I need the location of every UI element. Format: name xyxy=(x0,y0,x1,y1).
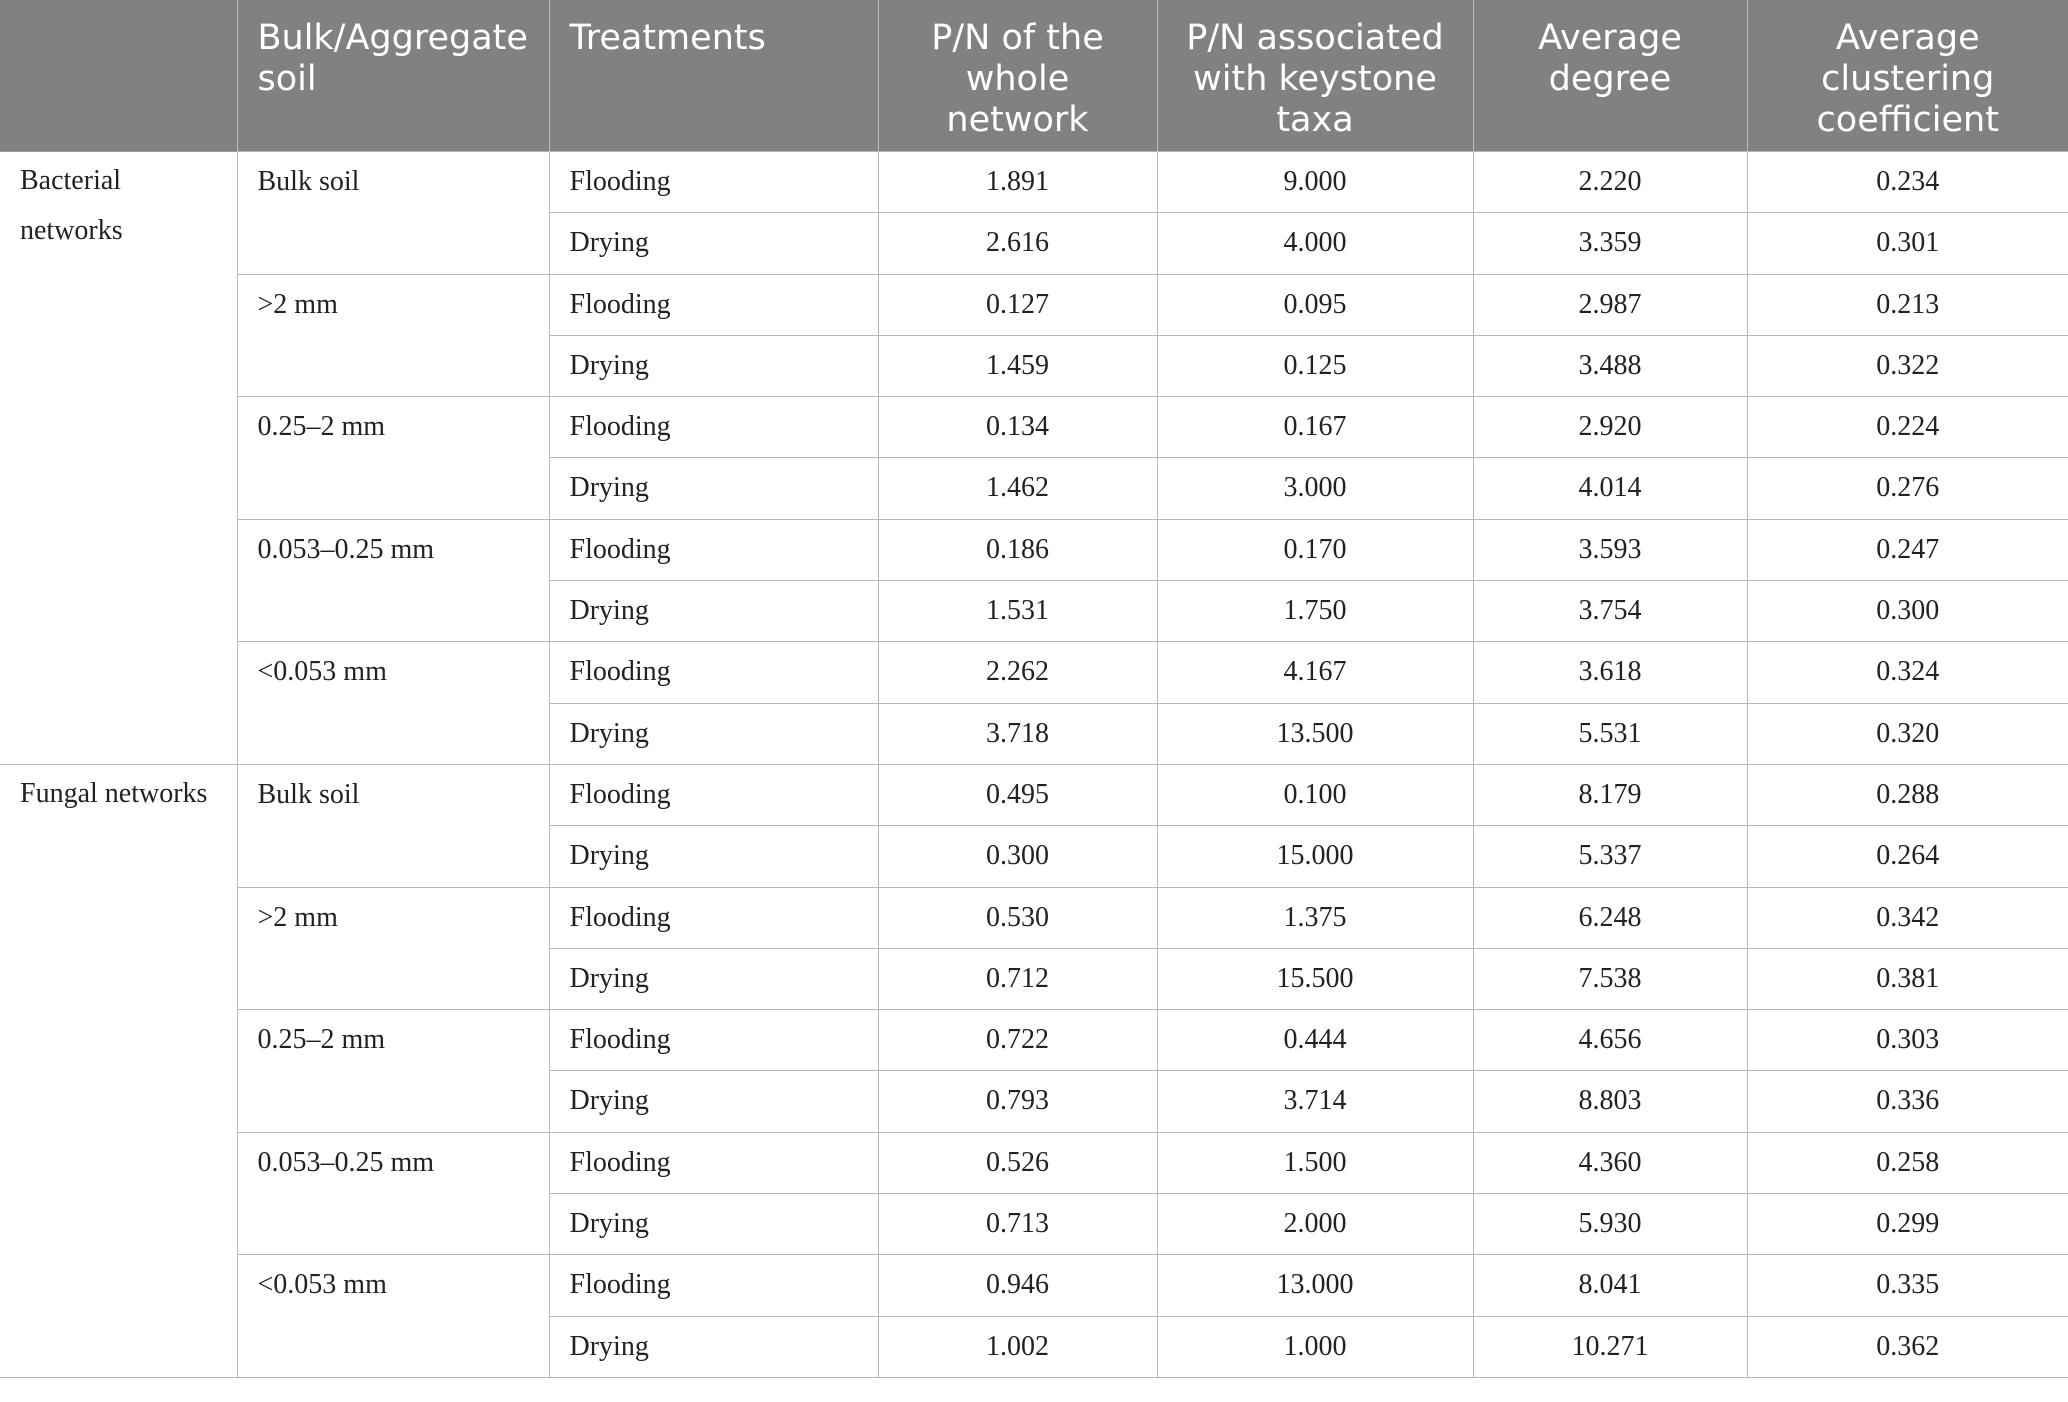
treatment-cell: Flooding xyxy=(549,642,878,703)
average-degree-cell: 6.248 xyxy=(1473,887,1747,948)
pn-keystone-taxa-cell: 13.500 xyxy=(1157,703,1473,764)
treatment-cell: Flooding xyxy=(549,1255,878,1316)
pn-keystone-taxa-cell: 1.750 xyxy=(1157,581,1473,642)
table-row xyxy=(0,1255,2068,1316)
soil-fraction-label: >2 mm xyxy=(237,887,549,1010)
pn-keystone-taxa-cell: 3.714 xyxy=(1157,1071,1473,1132)
pn-keystone-taxa-cell: 1.000 xyxy=(1157,1316,1473,1377)
average-degree-cell: 8.041 xyxy=(1473,1255,1747,1316)
average-clustering-coefficient-cell: 0.213 xyxy=(1747,274,2068,335)
average-clustering-coefficient-cell: 0.276 xyxy=(1747,458,2068,519)
treatment-cell: Drying xyxy=(549,826,878,887)
treatment-cell: Drying xyxy=(549,458,878,519)
pn-whole-network-cell: 0.134 xyxy=(878,397,1157,458)
pn-whole-network-cell: 2.262 xyxy=(878,642,1157,703)
average-clustering-coefficient-cell: 0.300 xyxy=(1747,581,2068,642)
average-degree-cell: 3.593 xyxy=(1473,519,1747,580)
table-row xyxy=(0,642,2068,703)
average-degree-cell: 2.220 xyxy=(1473,152,1747,213)
treatment-cell: Drying xyxy=(549,1194,878,1255)
pn-keystone-taxa-cell: 9.000 xyxy=(1157,152,1473,213)
soil-fraction-label: 0.25–2 mm xyxy=(237,397,549,520)
pn-keystone-taxa-cell: 0.167 xyxy=(1157,397,1473,458)
treatment-cell: Flooding xyxy=(549,1132,878,1193)
pn-keystone-taxa-cell: 4.000 xyxy=(1157,213,1473,274)
pn-whole-network-cell: 0.495 xyxy=(878,764,1157,825)
treatment-cell: Drying xyxy=(549,213,878,274)
header-pn-whole-network: P/N of the whole network xyxy=(878,0,1157,152)
pn-keystone-taxa-cell: 3.000 xyxy=(1157,458,1473,519)
pn-whole-network-cell: 1.002 xyxy=(878,1316,1157,1377)
average-degree-cell: 10.271 xyxy=(1473,1316,1747,1377)
average-degree-cell: 8.179 xyxy=(1473,764,1747,825)
pn-whole-network-cell: 0.300 xyxy=(878,826,1157,887)
treatment-cell: Drying xyxy=(549,1071,878,1132)
header-group xyxy=(0,0,237,152)
average-degree-cell: 2.920 xyxy=(1473,397,1747,458)
header-pn-keystone-taxa: P/N associated with keystone taxa xyxy=(1157,0,1473,152)
soil-fraction-label: Bulk soil xyxy=(237,152,549,275)
header-average-clustering-coefficient: Average clustering coefficient xyxy=(1747,0,2068,152)
pn-whole-network-cell: 1.459 xyxy=(878,335,1157,396)
pn-keystone-taxa-cell: 0.100 xyxy=(1157,764,1473,825)
pn-whole-network-cell: 0.526 xyxy=(878,1132,1157,1193)
average-degree-cell: 8.803 xyxy=(1473,1071,1747,1132)
pn-whole-network-cell: 2.616 xyxy=(878,213,1157,274)
soil-fraction-label: <0.053 mm xyxy=(237,1255,549,1378)
pn-whole-network-cell: 0.946 xyxy=(878,1255,1157,1316)
average-clustering-coefficient-cell: 0.224 xyxy=(1747,397,2068,458)
pn-keystone-taxa-cell: 15.000 xyxy=(1157,826,1473,887)
average-clustering-coefficient-cell: 0.303 xyxy=(1747,1010,2068,1071)
pn-whole-network-cell: 0.186 xyxy=(878,519,1157,580)
average-degree-cell: 7.538 xyxy=(1473,948,1747,1009)
average-degree-cell: 4.014 xyxy=(1473,458,1747,519)
pn-keystone-taxa-cell: 13.000 xyxy=(1157,1255,1473,1316)
soil-fraction-label: 0.053–0.25 mm xyxy=(237,519,549,642)
treatment-cell: Flooding xyxy=(549,764,878,825)
soil-fraction-label: 0.25–2 mm xyxy=(237,1010,549,1133)
soil-fraction-label: Bulk soil xyxy=(237,764,549,887)
pn-whole-network-cell: 0.127 xyxy=(878,274,1157,335)
pn-keystone-taxa-cell: 1.500 xyxy=(1157,1132,1473,1193)
average-degree-cell: 3.488 xyxy=(1473,335,1747,396)
soil-fraction-label: <0.053 mm xyxy=(237,642,549,765)
table-row xyxy=(0,274,2068,335)
treatment-cell: Drying xyxy=(549,948,878,1009)
pn-whole-network-cell: 0.722 xyxy=(878,1010,1157,1071)
treatment-cell: Drying xyxy=(549,1316,878,1377)
average-degree-cell: 4.360 xyxy=(1473,1132,1747,1193)
average-clustering-coefficient-cell: 0.381 xyxy=(1747,948,2068,1009)
pn-whole-network-cell: 1.531 xyxy=(878,581,1157,642)
pn-keystone-taxa-cell: 0.444 xyxy=(1157,1010,1473,1071)
pn-keystone-taxa-cell: 1.375 xyxy=(1157,887,1473,948)
average-clustering-coefficient-cell: 0.336 xyxy=(1747,1071,2068,1132)
average-clustering-coefficient-cell: 0.324 xyxy=(1747,642,2068,703)
average-clustering-coefficient-cell: 0.301 xyxy=(1747,213,2068,274)
treatment-cell: Flooding xyxy=(549,887,878,948)
average-clustering-coefficient-cell: 0.299 xyxy=(1747,1194,2068,1255)
treatment-cell: Flooding xyxy=(549,397,878,458)
average-clustering-coefficient-cell: 0.342 xyxy=(1747,887,2068,948)
pn-keystone-taxa-cell: 0.170 xyxy=(1157,519,1473,580)
table-row xyxy=(0,152,2068,213)
table-row xyxy=(0,764,2068,825)
treatment-cell: Flooding xyxy=(549,1010,878,1071)
average-clustering-coefficient-cell: 0.264 xyxy=(1747,826,2068,887)
table-row xyxy=(0,1132,2068,1193)
treatment-cell: Flooding xyxy=(549,152,878,213)
header-row xyxy=(0,0,2068,152)
network-group-label: Fungal networks xyxy=(0,764,237,1377)
pn-keystone-taxa-cell: 2.000 xyxy=(1157,1194,1473,1255)
table-body xyxy=(0,152,2068,1378)
pn-whole-network-cell: 0.713 xyxy=(878,1194,1157,1255)
average-degree-cell: 5.337 xyxy=(1473,826,1747,887)
table-row xyxy=(0,887,2068,948)
treatment-cell: Drying xyxy=(549,581,878,642)
pn-keystone-taxa-cell: 4.167 xyxy=(1157,642,1473,703)
average-clustering-coefficient-cell: 0.322 xyxy=(1747,335,2068,396)
header-average-degree: Average degree xyxy=(1473,0,1747,152)
pn-keystone-taxa-cell: 0.125 xyxy=(1157,335,1473,396)
average-degree-cell: 3.618 xyxy=(1473,642,1747,703)
average-clustering-coefficient-cell: 0.234 xyxy=(1747,152,2068,213)
network-group-label: Bacterial networks xyxy=(0,152,237,765)
table-row xyxy=(0,519,2068,580)
treatment-cell: Flooding xyxy=(549,519,878,580)
average-degree-cell: 5.531 xyxy=(1473,703,1747,764)
treatment-cell: Drying xyxy=(549,703,878,764)
pn-whole-network-cell: 0.793 xyxy=(878,1071,1157,1132)
header-treatments: Treatments xyxy=(549,0,878,152)
header-bulk-aggregate-soil: Bulk/Aggregate soil xyxy=(237,0,549,152)
pn-whole-network-cell: 0.530 xyxy=(878,887,1157,948)
average-clustering-coefficient-cell: 0.288 xyxy=(1747,764,2068,825)
soil-fraction-label: 0.053–0.25 mm xyxy=(237,1132,549,1255)
soil-fraction-label: >2 mm xyxy=(237,274,549,397)
table-row xyxy=(0,397,2068,458)
pn-keystone-taxa-cell: 0.095 xyxy=(1157,274,1473,335)
average-clustering-coefficient-cell: 0.247 xyxy=(1747,519,2068,580)
pn-whole-network-cell: 1.891 xyxy=(878,152,1157,213)
average-clustering-coefficient-cell: 0.258 xyxy=(1747,1132,2068,1193)
average-degree-cell: 2.987 xyxy=(1473,274,1747,335)
average-degree-cell: 3.754 xyxy=(1473,581,1747,642)
table-row xyxy=(0,1010,2068,1071)
average-degree-cell: 5.930 xyxy=(1473,1194,1747,1255)
pn-whole-network-cell: 1.462 xyxy=(878,458,1157,519)
treatment-cell: Flooding xyxy=(549,274,878,335)
average-clustering-coefficient-cell: 0.320 xyxy=(1747,703,2068,764)
pn-whole-network-cell: 3.718 xyxy=(878,703,1157,764)
treatment-cell: Drying xyxy=(549,335,878,396)
pn-keystone-taxa-cell: 15.500 xyxy=(1157,948,1473,1009)
average-degree-cell: 4.656 xyxy=(1473,1010,1747,1071)
average-clustering-coefficient-cell: 0.335 xyxy=(1747,1255,2068,1316)
average-degree-cell: 3.359 xyxy=(1473,213,1747,274)
average-clustering-coefficient-cell: 0.362 xyxy=(1747,1316,2068,1377)
pn-whole-network-cell: 0.712 xyxy=(878,948,1157,1009)
